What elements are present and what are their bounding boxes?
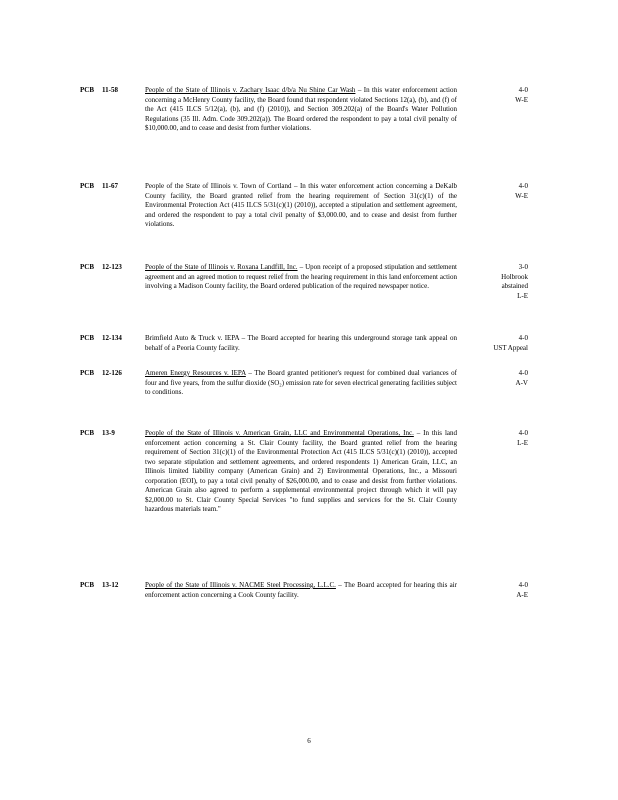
vote-line: L-E [517,291,528,300]
case-number: 12-134 [102,334,122,342]
case-prefix: PCB [80,369,94,377]
page-number: 6 [307,737,311,745]
case-title: People of the State of Illinois v. NACME Steel Processing, L.L.C. [145,581,336,589]
case-summary [145,369,457,398]
vote-line: 4-0 [518,86,528,94]
case-vote [470,429,528,448]
case-vote [470,86,528,105]
case-text: People of the State of Illinois v. Town of Cortland – In this water enforcement action concerning a DeKalb County facility, the Board granted relief from the hearing requirement of Section 31(c)(1) of the Environmental Protection Act (415 ILCS 5/31(c)(1) (2010)), accepted a stipulation and settlement agreement, and ordered the respondent to pay a total civil penalty of $3,000.00, and to cease and desist from further violations. [145,182,457,228]
vote-line: 4-0 [518,429,528,437]
case-vote [470,182,528,201]
case-number: 13-12 [102,581,119,589]
case-text: – The Board granted petitioner's request for combined dual variances of four and five years, from the sulfur dioxide (SO₂) emission rate for seven electrical generating facilities subject to conditions. [145,369,457,396]
case-title: People of the State of Illinois v. Zachary Isaac d/b/a Nu Shine Car Wash [145,86,356,94]
case-number: 12-126 [102,369,122,377]
case-label [80,581,119,591]
case-text: Brimfield Auto & Truck v. IEPA – The Board accepted for hearing this underground storage tank appeal on behalf of a Peoria County facility. [145,334,457,352]
case-text: – In this land enforcement action concerning a St. Clair County facility, the Board granted relief from the hearing requirement of Section 31(c)(1) of the Environmental Protection Act (415 ILCS 5/31(c)(1) (2010)), accepted two separate stipulation and settlement agreements, and ordered respondents 1) American Grain, LLC, an Illinois limited liability company (American Grain) and 2) Environmental Operations, Inc., a Missouri corporation (EOI), to pay a total civil penalty of $26,000.00, and to cease and desist from further violations. American Grain also agreed to perform a supplemental environmental project through which it will pay $2,000.00 to St. Clair County Special Services "to fund supplies and services for the St. Clair County hazardous materials team." [145,429,458,513]
vote-line: W-E [515,191,528,200]
vote-line: 4-0 [518,182,528,190]
case-prefix: PCB [80,86,94,94]
case-label [80,263,122,273]
case-text: – The Board accepted for hearing this air enforcement action concerning a Cook County facility. [145,581,457,599]
case-summary [145,581,457,600]
case-label [80,429,115,439]
case-vote [470,581,528,600]
case-label [80,182,118,192]
vote-line: 3-0 [518,263,528,271]
case-vote [470,369,528,388]
case-text: – In this water enforcement action concerning a McHenry County facility, the Board found that respondent violated Sections 12(a), (b), and (f) of the Act (415 ILCS 5/12(a), (b), and (f) (2010)), and Section 309.202(a) of the Board's Water Pollution Regulations (35 Ill. Adm. Code 309.202(a)). The Board ordered the respondent to pay a total civil penalty of $10,000.00, and to cease and desist from further violations. [145,86,457,132]
case-vote [470,334,528,353]
vote-line: UST Appeal [493,343,528,352]
case-number: 13-9 [102,429,115,437]
case-summary [145,334,457,353]
case-prefix: PCB [80,182,94,190]
case-label [80,369,122,379]
vote-line: 4-0 [518,369,528,377]
vote-line: A-V [515,378,528,387]
case-summary [145,182,457,230]
vote-line: W-E [515,95,528,104]
vote-line: L-E [517,438,528,447]
case-summary [145,86,457,134]
case-label [80,334,122,344]
case-summary [145,263,457,292]
case-title: Ameren Energy Resources v. IEPA [145,369,246,377]
case-number: 11-58 [102,86,118,94]
case-prefix: PCB [80,581,94,589]
case-number: 12-123 [102,263,122,271]
case-prefix: PCB [80,263,94,271]
vote-line: 4-0 [518,334,528,342]
case-text: – Upon receipt of a proposed stipulation and settlement agreement and an agreed motion to request relief from the hearing requirement in this land enforcement action involving a Madison County facility, the Board ordered publication of the required newspaper notice. [145,263,457,290]
case-number: 11-67 [102,182,118,190]
vote-line: A-E [516,590,528,599]
case-vote [470,263,528,301]
vote-line: Holbrook [501,272,528,281]
case-title: People of the State of Illinois v. American Grain, LLC and Environmental Operations, Inc. [145,429,414,437]
case-title: People of the State of Illinois v. Roxana Landfill, Inc. [145,263,298,271]
case-summary [145,429,457,515]
case-prefix: PCB [80,429,94,437]
vote-line: abstained [501,282,528,290]
case-label [80,86,118,96]
case-prefix: PCB [80,334,94,342]
vote-line: 4-0 [518,581,528,589]
